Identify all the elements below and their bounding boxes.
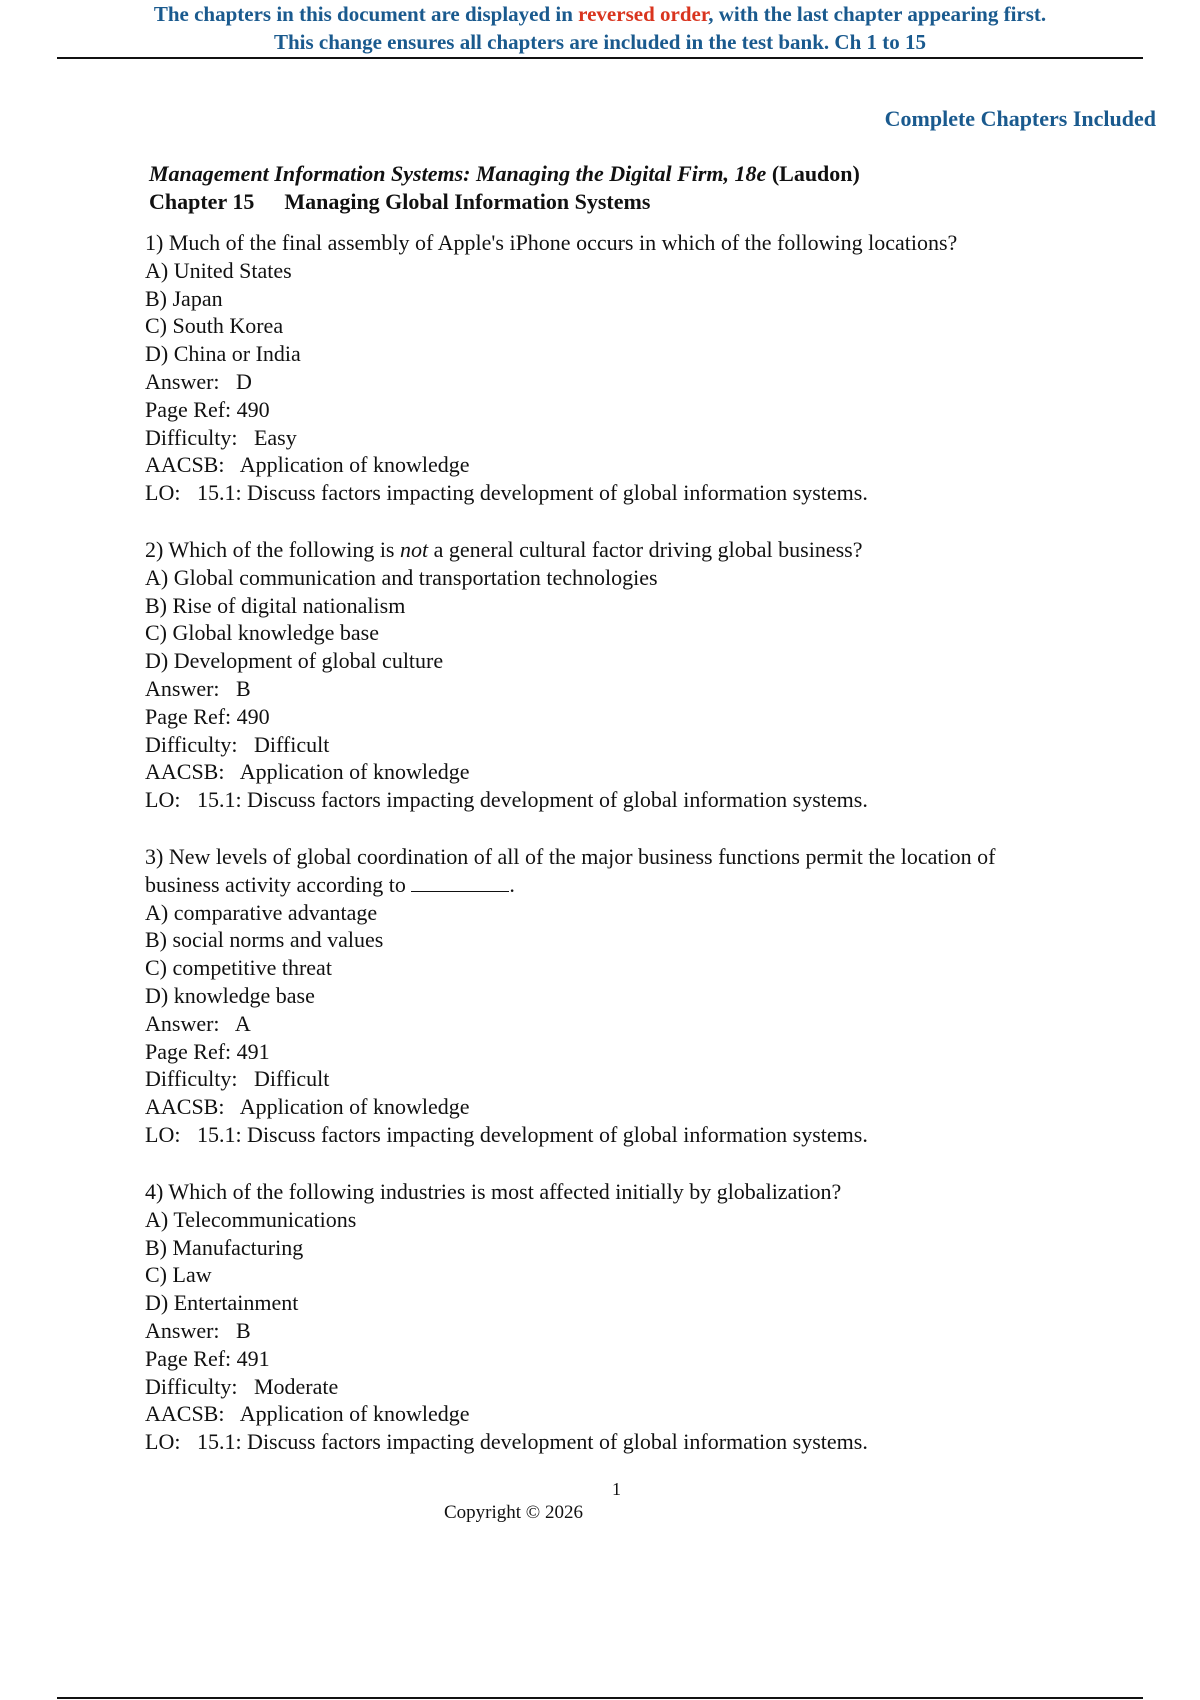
option-d: D) China or India <box>145 341 301 367</box>
book-author: (Laudon) <box>771 161 860 186</box>
difficulty: Difficulty: Easy <box>145 424 297 450</box>
question-2 <box>145 536 1085 814</box>
option-b: B) Manufacturing <box>145 1234 304 1260</box>
learning-objective: LO: 15.1: Discuss factors impacting development of global information systems. <box>145 787 868 813</box>
emphasis-not: not <box>400 537 429 562</box>
answer-blank <box>411 871 509 892</box>
option-a: A) United States <box>145 257 292 283</box>
option-b: B) Rise of digital nationalism <box>145 592 406 618</box>
answer: Answer: D <box>145 368 252 394</box>
option-c: C) Global knowledge base <box>145 620 379 646</box>
option-d: D) Development of global culture <box>145 648 444 674</box>
answer: Answer: B <box>145 675 251 701</box>
book-title <box>149 160 860 188</box>
learning-objective: LO: 15.1: Discuss factors impacting development of global information systems. <box>145 480 868 506</box>
page-ref: Page Ref: 491 <box>145 1345 270 1371</box>
option-c: C) Law <box>145 1262 212 1288</box>
notice-banner <box>57 0 1143 59</box>
option-a: A) comparative advantage <box>145 899 378 925</box>
notice-line-1: The chapters in this document are displayed in reversed order, with the last chapter appearing first. <box>153 2 1047 26</box>
aacsb: AACSB: Application of knowledge <box>145 452 470 478</box>
question-stem: 4) Which of the following industries is most affected initially by globalization? <box>145 1179 842 1204</box>
option-b: B) Japan <box>145 285 223 311</box>
page-ref: Page Ref: 490 <box>145 703 270 729</box>
aacsb: AACSB: Application of knowledge <box>145 759 470 785</box>
learning-objective: LO: 15.1: Discuss factors impacting development of global information systems. <box>145 1121 868 1147</box>
option-c: C) competitive threat <box>145 955 332 981</box>
answer: Answer: B <box>145 1317 251 1343</box>
chapter-label: Chapter 15 <box>149 189 255 214</box>
question-3 <box>145 843 1085 1149</box>
chapter-name: Managing Global Information Systems <box>284 189 651 214</box>
page-ref: Page Ref: 490 <box>145 396 270 422</box>
difficulty: Difficulty: Difficult <box>145 731 330 757</box>
option-d: D) knowledge base <box>145 982 315 1008</box>
option-d: D) Entertainment <box>145 1290 299 1316</box>
reversed-order-highlight: reversed order <box>578 2 709 26</box>
copyright: Copyright © 2026 <box>444 1502 583 1523</box>
aacsb: AACSB: Application of knowledge <box>145 1401 470 1427</box>
question-stem-line-2: business activity according to . <box>145 871 515 897</box>
page-number: 1 <box>612 1479 621 1499</box>
option-a: A) Telecommunications <box>145 1206 357 1232</box>
page-ref: Page Ref: 491 <box>145 1038 270 1064</box>
answer: Answer: A <box>145 1010 251 1036</box>
learning-objective: LO: 15.1: Discuss factors impacting development of global information systems. <box>145 1429 868 1455</box>
notice-line-2: This change ensures all chapters are included in the test bank. Ch 1 to 15 <box>273 30 927 54</box>
bottom-divider <box>57 1697 1143 1699</box>
aacsb: AACSB: Application of knowledge <box>145 1094 470 1120</box>
question-stem-line-1: 3) New levels of global coordination of all of the major business functions permit the location of <box>145 844 996 869</box>
question-stem: 1) Much of the final assembly of Apple's iPhone occurs in which of the following locations? <box>145 230 958 255</box>
chapter-heading <box>149 188 650 216</box>
question-stem: 2) Which of the following is not a general cultural factor driving global business? <box>145 537 863 562</box>
option-b: B) social norms and values <box>145 927 384 953</box>
complete-chapters-label: Complete Chapters Included <box>884 106 1156 131</box>
question-4 <box>145 1178 1085 1456</box>
difficulty: Difficulty: Moderate <box>145 1373 339 1399</box>
question-1 <box>145 229 1085 507</box>
book-title-italic: Management Information Systems: Managing the Digital Firm, 18e <box>149 161 767 186</box>
option-a: A) Global communication and transportation technologies <box>145 564 658 590</box>
option-c: C) South Korea <box>145 313 284 339</box>
difficulty: Difficulty: Difficult <box>145 1066 330 1092</box>
